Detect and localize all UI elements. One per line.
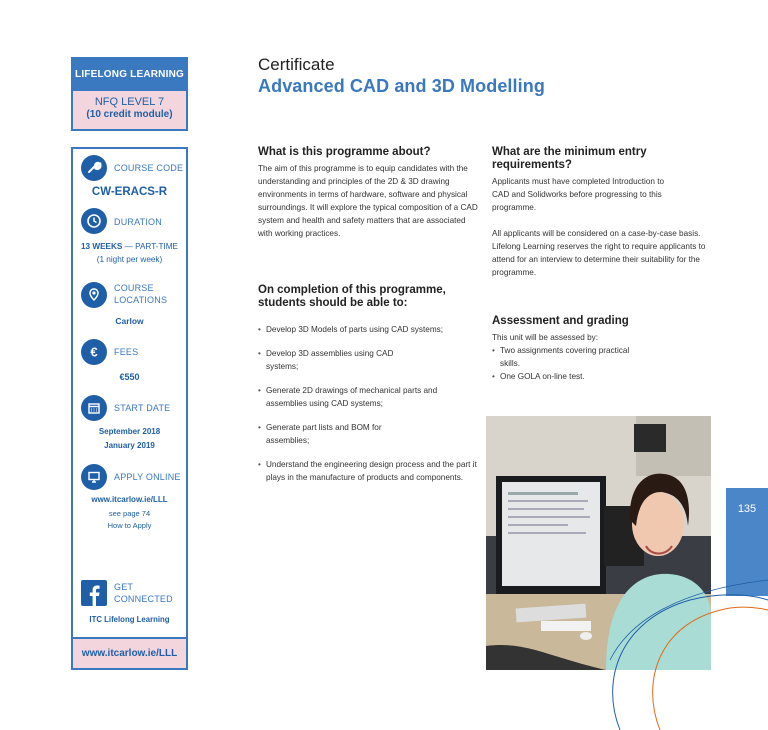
nfq-level: NFQ LEVEL 7 bbox=[94, 96, 165, 108]
about-heading: What is this programme about? bbox=[258, 146, 431, 158]
apply-online-label: APPLY ONLINE bbox=[114, 472, 181, 482]
outcome-item: • Generate 2D drawings of mechanical parts and assemblies using CAD systems; bbox=[258, 384, 478, 410]
location: Carlow bbox=[115, 316, 144, 326]
page-number: 135 bbox=[726, 488, 768, 596]
duration-weeks: 13 WEEKS bbox=[80, 242, 123, 251]
about-body: The aim of this programme is to equip candidates with the understanding and principles of the 2D & 3D drawing environments in terms of hardware, software and physical surroundings. It will explore the typical composition of a CAD system and health and safety matters that are associated with working practices. bbox=[258, 164, 478, 238]
computer-icon bbox=[81, 464, 107, 490]
start-date-2: January 2019 bbox=[104, 441, 155, 450]
connect-label-2: CONNECTED bbox=[114, 594, 173, 604]
clock-icon bbox=[81, 208, 107, 234]
outcome-item: • Understand the engineering design process and the part it plays in the manufacture of products and components. bbox=[258, 458, 478, 484]
course-code-label: COURSE CODE bbox=[114, 163, 184, 173]
connect-label-1: GET bbox=[114, 582, 134, 592]
outcome-item: • Generate part lists and BOM for assemblies; bbox=[258, 421, 408, 447]
location-pin-icon bbox=[81, 282, 107, 308]
outcome-item: • Develop 3D Models of parts using CAD systems; bbox=[258, 323, 478, 336]
assessment-item: • Two assignments covering practical skills. bbox=[492, 344, 632, 370]
entry-heading-1: What are the minimum entry bbox=[492, 146, 647, 158]
about-section bbox=[258, 146, 478, 240]
apply-url[interactable]: www.itcarlow.ie/LLL bbox=[91, 495, 168, 504]
nfq-box bbox=[71, 91, 188, 131]
duration-note: (1 night per week) bbox=[96, 255, 163, 264]
assessment-heading: Assessment and grading bbox=[492, 315, 629, 327]
course-info-panel bbox=[71, 147, 188, 670]
course-code: CW-ERACS-R bbox=[91, 186, 168, 198]
apply-page: see page 74 bbox=[108, 509, 151, 518]
facebook-icon[interactable] bbox=[81, 580, 107, 606]
decorative-arcs bbox=[560, 560, 768, 730]
duration-mode: — PART-TIME bbox=[122, 242, 179, 251]
euro-icon bbox=[81, 339, 107, 365]
page-subtitle: Certificate bbox=[258, 55, 335, 74]
duration-label: DURATION bbox=[114, 217, 162, 227]
outcomes-section bbox=[258, 284, 478, 484]
start-date-1: September 2018 bbox=[98, 427, 161, 436]
entry-heading-2: requirements? bbox=[492, 159, 572, 171]
outcome-item: • Develop 3D assemblies using CAD systems; bbox=[258, 347, 408, 373]
outcomes-heading-2: students should be able to: bbox=[258, 297, 408, 309]
start-date-label: START DATE bbox=[114, 403, 171, 413]
nfq-credits: (10 credit module) bbox=[86, 109, 173, 120]
outcomes-heading-1: On completion of this programme, bbox=[258, 284, 446, 296]
entry-section bbox=[492, 146, 707, 279]
entry-para-2: All applicants will be considered on a case-by-case basis. Lifelong Learning reserves the right to require applicants to attend for an interview to determine their suitability for the programme. bbox=[492, 229, 706, 277]
locations-label-2: LOCATIONS bbox=[114, 295, 168, 305]
assessment-item: • One GOLA on-line test. bbox=[492, 370, 632, 383]
page-title: Advanced CAD and 3D Modelling bbox=[258, 76, 545, 96]
assessment-list bbox=[492, 344, 632, 383]
outcomes-list bbox=[258, 323, 478, 484]
duration bbox=[73, 241, 186, 253]
locations-label-1: COURSE bbox=[114, 283, 154, 293]
connect-name[interactable]: ITC Lifelong Learning bbox=[89, 615, 170, 624]
fees-label: FEES bbox=[114, 347, 139, 357]
sidebar-header: LIFELONG LEARNING bbox=[71, 57, 188, 91]
fees: €550 bbox=[119, 372, 140, 382]
calendar-icon bbox=[81, 395, 107, 421]
footer-url[interactable]: www.itcarlow.ie/LLL bbox=[71, 637, 188, 670]
apply-how: How to Apply bbox=[107, 521, 152, 530]
svg-text:€: € bbox=[90, 344, 98, 360]
entry-para-1: Applicants must have completed Introduction to CAD and Solidworks before progressing to this programme. bbox=[492, 177, 665, 212]
wrench-icon bbox=[81, 155, 107, 181]
assessment-section bbox=[492, 315, 707, 383]
assessment-intro: This unit will be assessed by: bbox=[492, 333, 599, 342]
